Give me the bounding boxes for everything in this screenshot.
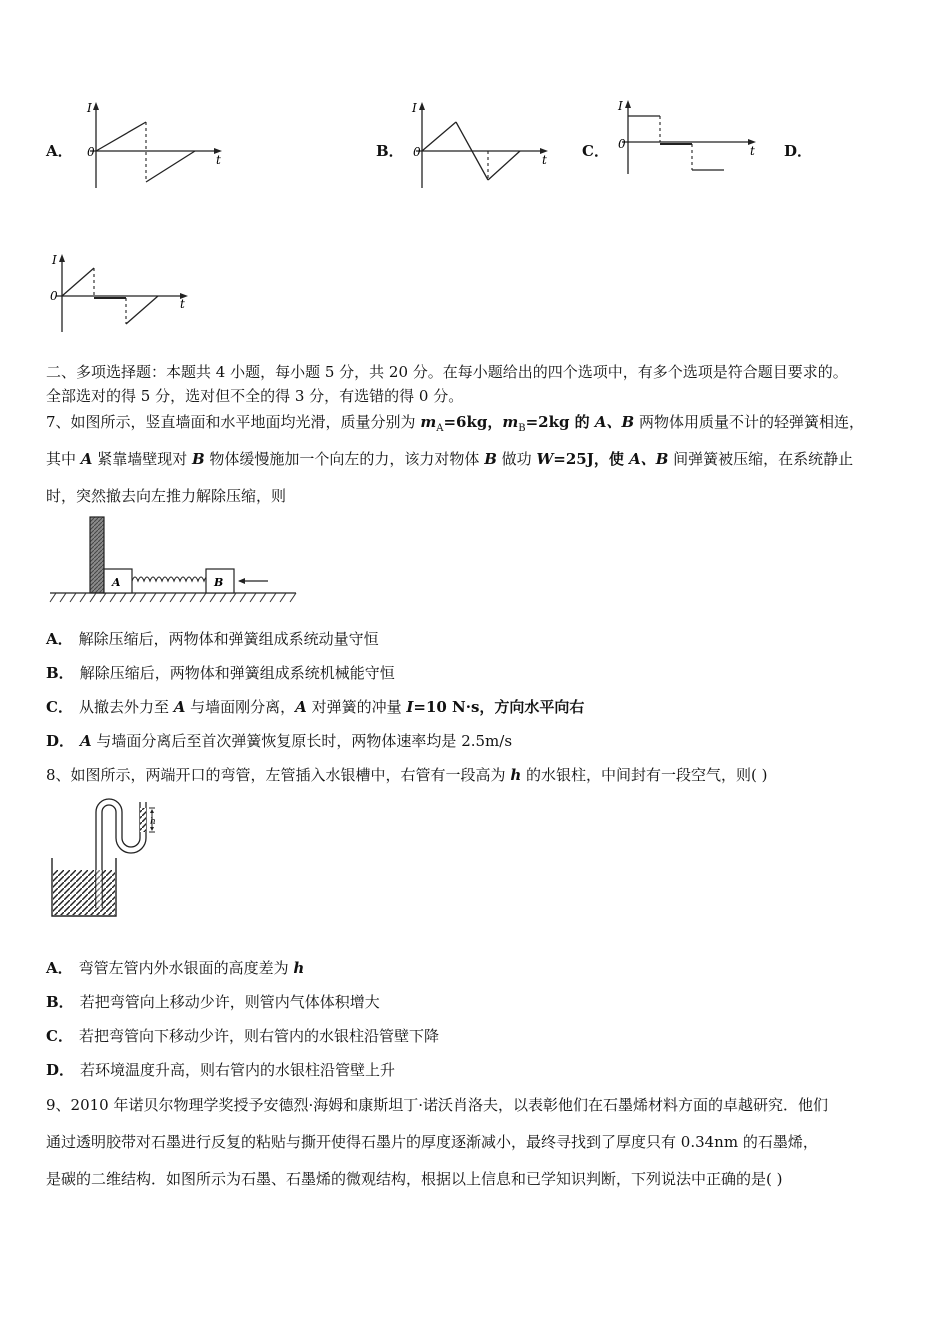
option-label: B． — [376, 142, 404, 160]
q7-option-c[interactable]: C． 从撤去外力至 A 与墙面刚分离，A 对弹簧的冲量 I=10 N·s，方向水平向右 — [46, 698, 585, 716]
graph-a — [80, 100, 236, 192]
origin-label: 0 — [413, 145, 421, 159]
block-a-label: A — [112, 576, 121, 589]
q7-option-b[interactable]: B． 解除压缩后，两物体和弹簧组成系统机械能守恒 — [46, 664, 395, 682]
option-label: D． — [784, 142, 813, 160]
origin-label: 0 — [87, 145, 95, 159]
q9-stem-line2: 通过透明胶带对石墨进行反复的粘贴与撕开使得石墨片的厚度逐渐减小，最终寻找到了厚度只有 0.34nm 的石墨烯， — [46, 1133, 818, 1151]
axis-x-label: t — [750, 144, 755, 158]
q6-option-b[interactable] — [376, 100, 556, 192]
axis-y-label: I — [87, 101, 92, 115]
q8-option-c[interactable]: C． 若把弯管向下移动少许，则右管内的水银柱沿管壁下降 — [46, 1027, 439, 1045]
q7-stem-line1: 7、如图所示，竖直墙面和水平地面均光滑，质量分别为 $m_A=6kg$，$m_B=2kg$ 的 A、B 两物体用质量不计的轻弹簧相连， — [46, 413, 865, 434]
q6-option-a[interactable] — [46, 100, 236, 192]
block-b-label: B — [214, 576, 224, 589]
q8-option-d[interactable]: D． 若环境温度升高，则右管内的水银柱沿管壁上升 — [46, 1061, 396, 1079]
origin-label: 0 — [50, 289, 58, 303]
option-label: A． — [46, 142, 73, 160]
origin-label: 0 — [618, 137, 626, 151]
axis-x-label: t — [180, 297, 185, 311]
axis-x-label: t — [542, 153, 547, 167]
graph-b — [404, 100, 556, 192]
q8-stem: 8、如图所示，两端开口的弯管，左管插入水银槽中，右管有一段高为 h 的水银柱，中间封有一段空气，则( ) — [46, 766, 768, 784]
q8-option-b[interactable]: B． 若把弯管向上移动少许，则管内气体体积增大 — [46, 993, 380, 1011]
q9-stem-line3: 是碳的二维结构．如图所示为石墨、石墨烯的微观结构，根据以上信息和已学知识判断，下列说法中正确的是( ) — [46, 1170, 783, 1188]
q7-option-a[interactable]: A． 解除压缩后，两物体和弹簧组成系统动量守恒 — [46, 630, 379, 648]
section2-line1: 二、多项选择题：本题共 4 小题，每小题 5 分，共 20 分。在每小题给出的四个选项中，有多个选项是符合题目要求的。 — [46, 363, 848, 381]
q6-option-c[interactable] — [582, 98, 762, 178]
q8-tube-figure — [46, 798, 176, 922]
axis-y-label: I — [618, 99, 623, 113]
q7-stem-line2: 其中 A 紧靠墙壁现对 B 物体缓慢施加一个向左的力，该力对物体 B 做功 W=25J，使 A、B 间弹簧被压缩，在系统静止 — [46, 450, 854, 468]
graph-c — [610, 98, 762, 178]
section2-line2: 全部选对的得 5 分，选对但不全的得 3 分，有选错的得 0 分。 — [46, 387, 464, 405]
q7-spring-figure — [46, 514, 302, 606]
option-label: C． — [582, 142, 609, 160]
q7-option-d[interactable]: D． A 与墙面分离后至首次弹簧恢复原长时，两物体速率均是 2.5m/s — [46, 732, 513, 750]
axis-x-label: t — [216, 153, 221, 167]
q6-option-d[interactable] — [784, 140, 814, 160]
q8-option-a[interactable]: A． 弯管左管内外水银面的高度差为 h — [46, 959, 305, 977]
h-label: h — [150, 817, 156, 827]
graph-d — [46, 250, 196, 336]
q9-stem-line1: 9、2010 年诺贝尔物理学奖授予安德烈·海姆和康斯坦丁·诺沃肖洛夫，以表彰他们在石墨烯材料方面的卓越研究．他们 — [46, 1096, 829, 1114]
axis-y-label: I — [412, 101, 417, 115]
q7-stem-line3: 时，突然撤去向左推力解除压缩，则 — [46, 487, 287, 505]
axis-y-label: I — [52, 253, 57, 267]
